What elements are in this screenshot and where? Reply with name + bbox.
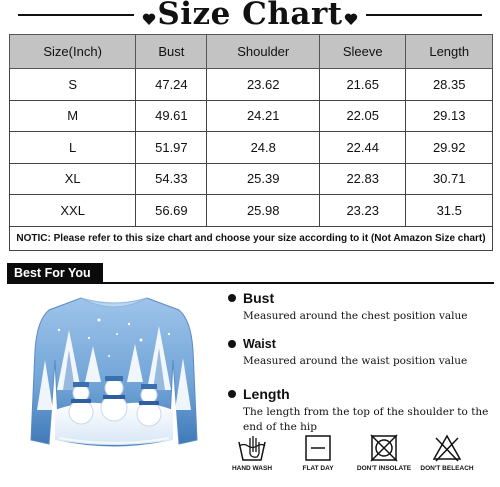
dont-insolate-label: DON'T INSOLATE xyxy=(356,465,412,472)
table-cell: L xyxy=(10,132,136,164)
table-cell: 22.44 xyxy=(320,132,406,164)
table-cell: 31.5 xyxy=(406,195,493,227)
care-dont-insolate xyxy=(354,434,414,472)
table-cell: 56.69 xyxy=(136,195,207,227)
length-description: The length from the top of the shoulder to the end of the hip xyxy=(243,406,489,433)
table-cell: S xyxy=(10,69,136,101)
size-table xyxy=(9,34,493,251)
column-header: Sleeve xyxy=(320,35,406,69)
column-header: Shoulder xyxy=(207,35,320,69)
length-note xyxy=(228,386,493,435)
page-title: Size Chart xyxy=(157,0,343,32)
table-cell: 23.62 xyxy=(207,69,320,101)
flat-day-label: FLAT DAY xyxy=(302,465,334,472)
hand-wash-icon xyxy=(237,434,267,462)
bullet-icon xyxy=(228,390,236,398)
table-cell: 51.97 xyxy=(136,132,207,164)
notice-row xyxy=(10,226,493,250)
table-row xyxy=(10,100,493,132)
dont-bleach-label: DON'T BELEACH xyxy=(420,465,474,472)
table-cell: 28.35 xyxy=(406,69,493,101)
table-cell: 24.8 xyxy=(207,132,320,164)
waist-label: Waist xyxy=(243,337,276,351)
sweater-image xyxy=(29,290,199,460)
table-cell: 54.33 xyxy=(136,163,207,195)
length-label: Length xyxy=(243,386,290,402)
table-cell: XL xyxy=(10,163,136,195)
table-cell: 24.21 xyxy=(207,100,320,132)
table-cell: 21.65 xyxy=(320,69,406,101)
no-sun-dry-icon xyxy=(369,434,399,462)
table-row xyxy=(10,195,493,227)
care-dont-bleach xyxy=(417,434,477,472)
table-cell: 23.23 xyxy=(320,195,406,227)
size-chart-title-block xyxy=(0,0,500,34)
waist-description: Measured around the waist position value xyxy=(243,355,468,367)
table-cell: 49.61 xyxy=(136,100,207,132)
table-header-row xyxy=(10,35,493,69)
banner-rule xyxy=(7,282,494,284)
bust-label: Bust xyxy=(243,290,275,306)
bullet-icon xyxy=(228,294,236,302)
table-cell: M xyxy=(10,100,136,132)
table-row xyxy=(10,69,493,101)
table-cell: 22.05 xyxy=(320,100,406,132)
table-row xyxy=(10,132,493,164)
table-cell: 22.83 xyxy=(320,163,406,195)
column-header: Size(Inch) xyxy=(10,35,136,69)
bullet-icon xyxy=(228,340,236,348)
column-header: Bust xyxy=(136,35,207,69)
hand-wash-label: HAND WASH xyxy=(231,465,273,472)
waist-note xyxy=(228,337,493,369)
table-cell: 29.13 xyxy=(406,100,493,132)
size-notice: NOTIC: Please refer to this size chart and choose your size according to it (Not Amazon Size chart) xyxy=(10,226,493,250)
table-cell: 25.39 xyxy=(207,163,320,195)
bust-note xyxy=(228,290,493,324)
table-cell: 25.98 xyxy=(207,195,320,227)
care-hand-wash xyxy=(222,434,282,472)
table-cell: XXL xyxy=(10,195,136,227)
table-cell: 47.24 xyxy=(136,69,207,101)
no-bleach-icon xyxy=(432,434,462,462)
best-for-you-banner: Best For You xyxy=(7,263,103,284)
bust-description: Measured around the chest position value xyxy=(243,310,468,322)
title-rule-right xyxy=(366,14,482,16)
flat-dry-icon xyxy=(304,434,332,462)
table-row xyxy=(10,163,493,195)
table-cell: 29.92 xyxy=(406,132,493,164)
table-cell: 30.71 xyxy=(406,163,493,195)
care-flat-day xyxy=(288,434,348,472)
column-header: Length xyxy=(406,35,493,69)
heart-icon xyxy=(344,12,358,26)
